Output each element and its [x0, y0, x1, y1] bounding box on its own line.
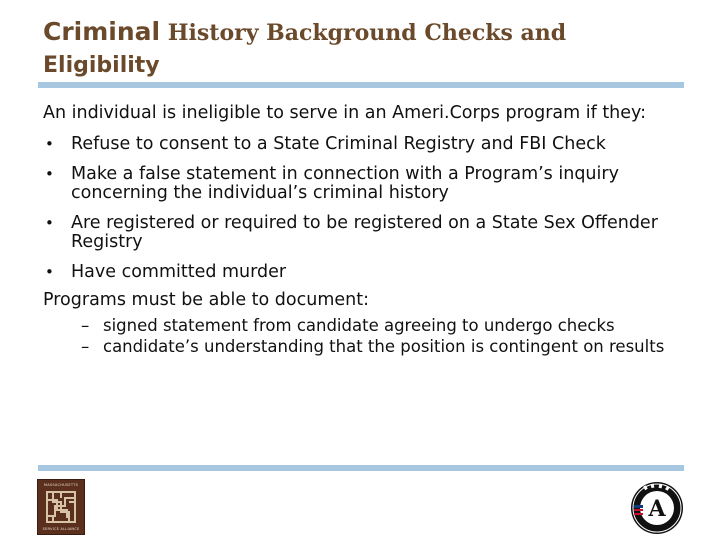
title-line2: Eligibility [43, 53, 160, 78]
documentation-list [43, 316, 693, 356]
list-item [43, 135, 693, 154]
mass-service-alliance-logo [37, 479, 85, 535]
sub-list-item-text: signed statement from candidate agreeing to undergo checks [103, 316, 615, 335]
bullet-icon: • [45, 165, 54, 183]
list-item-text: Are registered or required to be registered on a State Sex Offender Registry [71, 213, 658, 252]
ineligibility-list [43, 135, 693, 282]
bullet-icon: • [45, 214, 54, 232]
slide-body [43, 104, 693, 358]
americorps-emblem-icon [630, 481, 684, 535]
knot-pattern-icon [45, 490, 77, 524]
list-item-text: Have committed murder [71, 262, 287, 282]
top-divider-bar [38, 82, 684, 88]
logo-top-text: MASSACHUSETTS [43, 483, 79, 487]
sub-list-item [81, 316, 693, 335]
list-item [43, 214, 693, 252]
list-item [43, 165, 693, 203]
dash-icon: – [81, 337, 90, 356]
americorps-letter: A [648, 496, 666, 522]
title-rest-line1: History Background Checks and [160, 20, 567, 46]
title-word-criminal: Criminal [43, 17, 161, 46]
sub-list-item [81, 337, 693, 356]
bullet-icon: • [45, 135, 54, 153]
dash-icon: – [81, 316, 90, 335]
list-item [43, 263, 693, 282]
bullet-icon: • [45, 263, 54, 281]
bottom-divider-bar [38, 465, 684, 471]
americorps-logo [630, 481, 684, 535]
list-item-text: Refuse to consent to a State Criminal Registry and FBI Check [71, 134, 606, 154]
logo-bottom-text: SERVICE ALLIANCE [42, 527, 80, 531]
list-item-text: Make a false statement in connection with a Program’s inquiry concerning the individual’s criminal history [71, 164, 619, 203]
programs-lead-text: Programs must be able to document: [43, 290, 369, 310]
intro-text: An individual is ineligible to serve in an Ameri.Corps program if they: [43, 103, 647, 123]
slide-title [43, 16, 693, 82]
sub-list-item-text: candidate’s understanding that the position is contingent on results [103, 337, 665, 356]
